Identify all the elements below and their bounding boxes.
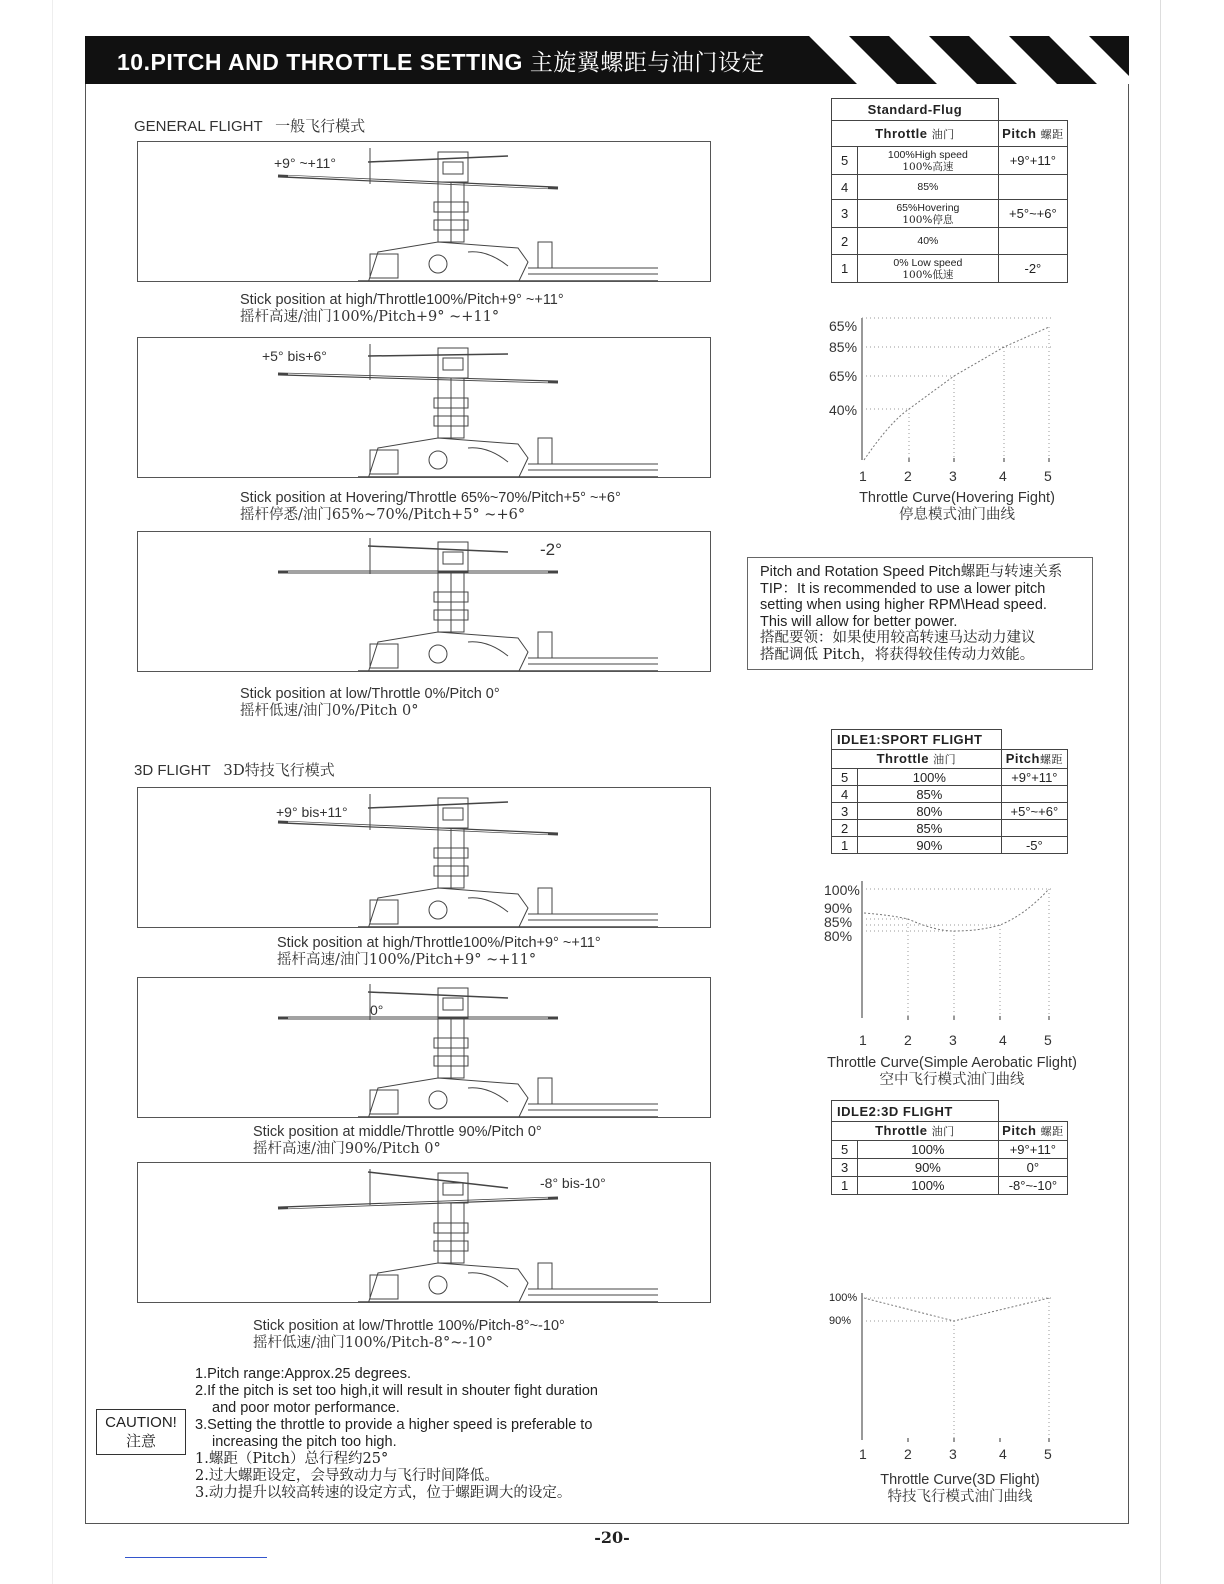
- table-row: 1 90% -5°: [832, 837, 1068, 854]
- col-throttle: Throttle 油门: [832, 121, 999, 147]
- tip-box: Pitch and Rotation Speed Pitch螺距与转速关系 TIP：It is recommended to use a lower pitch setting when using higher RPM\Head speed. This will allow for better power. 搭配要领：如果使用较高转速马达动力建议 搭配调低 Pitch，将获得较佳传动力效能。: [747, 557, 1093, 670]
- x-tick-label: 4: [999, 468, 1007, 484]
- section-3d-flight: 3D FLIGHT 3D特技飞行模式: [134, 761, 335, 779]
- footer-link-underline: [125, 1557, 267, 1558]
- table-row: 5 100%High speed 100%高速 +9°+11°: [832, 147, 1068, 175]
- helicopter-drawing: [138, 338, 711, 478]
- col-pitch: Pitch 螺距: [998, 1122, 1067, 1141]
- y-tick-label: 80%: [824, 928, 853, 944]
- banner-stripes: [809, 36, 1129, 84]
- x-tick-label: 3: [949, 1446, 957, 1462]
- panel-5-caption: Stick position at middle/Throttle 90%/Pitch 0° 摇杆高速/油门90%/Pitch 0°: [253, 1124, 542, 1157]
- col-pitch: Pitch螺距: [1001, 750, 1067, 769]
- x-tick-label: 3: [949, 468, 957, 484]
- page-edge-right: [1160, 0, 1161, 1584]
- section-general-flight: GENERAL FLIGHT 一般飞行模式: [134, 117, 366, 135]
- pitch-angle-label: -2°: [540, 540, 562, 559]
- pitch-angle-label: +9° bis+11°: [276, 804, 348, 820]
- table-row: 4 85%: [832, 175, 1068, 200]
- table-row: 2 85%: [832, 820, 1068, 837]
- title-en: 10.PITCH AND THROTTLE SETTING: [117, 49, 523, 75]
- x-tick-label: 1: [859, 1032, 867, 1048]
- x-tick-label: 4: [999, 1032, 1007, 1048]
- y-tick-label: 40%: [829, 402, 858, 418]
- y-tick-label: 85%: [829, 339, 858, 355]
- y-tick-label: 90%: [824, 900, 853, 916]
- helicopter-drawing: [138, 788, 711, 928]
- heli-panel-5: [137, 977, 711, 1118]
- x-tick-label: 5: [1044, 468, 1052, 484]
- caution-badge: CAUTION! 注意: [96, 1409, 186, 1455]
- table-row: 5 100% +9°+11°: [832, 1141, 1068, 1159]
- col-throttle: Throttle 油门: [832, 1122, 999, 1141]
- x-tick-label: 1: [859, 468, 867, 484]
- title-cn: 主旋翼螺距与油门设定: [529, 50, 765, 76]
- heli-panel-2: [137, 337, 711, 478]
- chart-3d-title: Throttle Curve(3D Flight) 特技飞行模式油门曲线: [880, 1472, 1040, 1505]
- caution-notes: 1.Pitch range:Approx.25 degrees. 2.If the pitch is set too high,it will result in shouter fight duration and poor motor performance. 3.Setting the throttle to provide a higher speed is preferable to increasing the pitch too high. 1.螺距（Pitch）总行程约25° 2.过大螺距设定，会导致动力与飞行时间降低。 3.动力提升以较高转速的设定方式，位于螺距调大的设定。: [195, 1366, 598, 1501]
- panel-4-caption: Stick position at high/Throttle100%/Pitch+9° ~+11° 摇杆高速/油门100%/Pitch+9° ~+11°: [277, 935, 601, 968]
- table-title: IDLE2:3D FLIGHT: [832, 1101, 999, 1122]
- x-tick-label: 2: [904, 1446, 912, 1462]
- x-tick-label: 3: [949, 1032, 957, 1048]
- table-row: 3 65%Hovering 100%停息 +5°~+6°: [832, 200, 1068, 228]
- table-idle2-3d-flight: [831, 1100, 1068, 1195]
- chart-sport-throttle-curve: [820, 875, 1080, 1035]
- helicopter-drawing: [138, 978, 711, 1118]
- panel-6-caption: Stick position at low/Throttle 100%/Pitch-8°~-10° 摇杆低速/油门100%/Pitch-8°~-10°: [253, 1318, 565, 1351]
- chart-hover-title: Throttle Curve(Hovering Fight) 停息模式油门曲线: [859, 490, 1055, 523]
- header-banner: [85, 36, 1129, 84]
- panel-1-caption: Stick position at high/Throttle100%/Pitch+9° ~+11° 摇杆高速/油门100%/Pitch+9° ~+11°: [240, 292, 564, 325]
- table-title: Standard-Flug: [832, 99, 999, 121]
- chart-sport-title: Throttle Curve(Simple Aerobatic Flight) 空中飞行模式油门曲线: [827, 1055, 1077, 1088]
- table-row: 1 0% Low speed 100%低速 -2°: [832, 255, 1068, 283]
- x-tick-label: 2: [904, 1032, 912, 1048]
- col-throttle: Throttle 油门: [832, 750, 1002, 769]
- y-tick-label: 85%: [824, 914, 853, 930]
- y-tick-label: 65%: [829, 318, 858, 334]
- y-tick-label: 65%: [829, 368, 858, 384]
- heli-panel-6: [137, 1162, 711, 1303]
- panel-2-caption: Stick position at Hovering/Throttle 65%~70%/Pitch+5° ~+6° 摇杆停悉/油门65%~70%/Pitch+5° ~+6°: [240, 490, 621, 523]
- pitch-angle-label: -8° bis-10°: [540, 1175, 606, 1191]
- chart-3d-throttle-curve: [820, 1285, 1080, 1450]
- table-row: 1 100% -8°~-10°: [832, 1177, 1068, 1195]
- heli-panel-3: [137, 531, 711, 672]
- table-standard-flight: [831, 98, 1068, 283]
- page-title: [117, 44, 765, 77]
- pitch-angle-label: +9° ~+11°: [274, 155, 336, 171]
- col-pitch: Pitch 螺距: [998, 121, 1067, 147]
- x-tick-label: 5: [1044, 1446, 1052, 1462]
- y-tick-label: 100%: [829, 1292, 858, 1304]
- page-edge-left: [52, 0, 53, 1584]
- x-tick-label: 1: [859, 1446, 867, 1462]
- page-number: -20-: [594, 1528, 630, 1547]
- heli-panel-4: [137, 787, 711, 928]
- panel-3-caption: Stick position at low/Throttle 0%/Pitch 0° 摇杆低速/油门0%/Pitch 0°: [240, 686, 500, 719]
- table-idle1-sport-flight: [831, 729, 1068, 854]
- table-row: 4 85%: [832, 786, 1068, 803]
- pitch-angle-label: 0°: [370, 1002, 384, 1018]
- table-title: IDLE1:SPORT FLIGHT: [832, 730, 1002, 750]
- table-row: 2 40%: [832, 228, 1068, 255]
- table-row: 3 90% 0°: [832, 1159, 1068, 1177]
- y-tick-label: 90%: [829, 1315, 852, 1327]
- y-tick-label: 100%: [824, 882, 860, 898]
- helicopter-drawing: [138, 142, 711, 282]
- pitch-angle-label: +5° bis+6°: [262, 348, 327, 364]
- table-row: 5 100% +9°+11°: [832, 769, 1068, 786]
- x-tick-label: 5: [1044, 1032, 1052, 1048]
- helicopter-drawing: [138, 532, 711, 672]
- table-row: 3 80% +5°~+6°: [832, 803, 1068, 820]
- helicopter-drawing: [138, 1163, 711, 1303]
- x-tick-label: 2: [904, 468, 912, 484]
- heli-panel-1: [137, 141, 711, 282]
- x-tick-label: 4: [999, 1446, 1007, 1462]
